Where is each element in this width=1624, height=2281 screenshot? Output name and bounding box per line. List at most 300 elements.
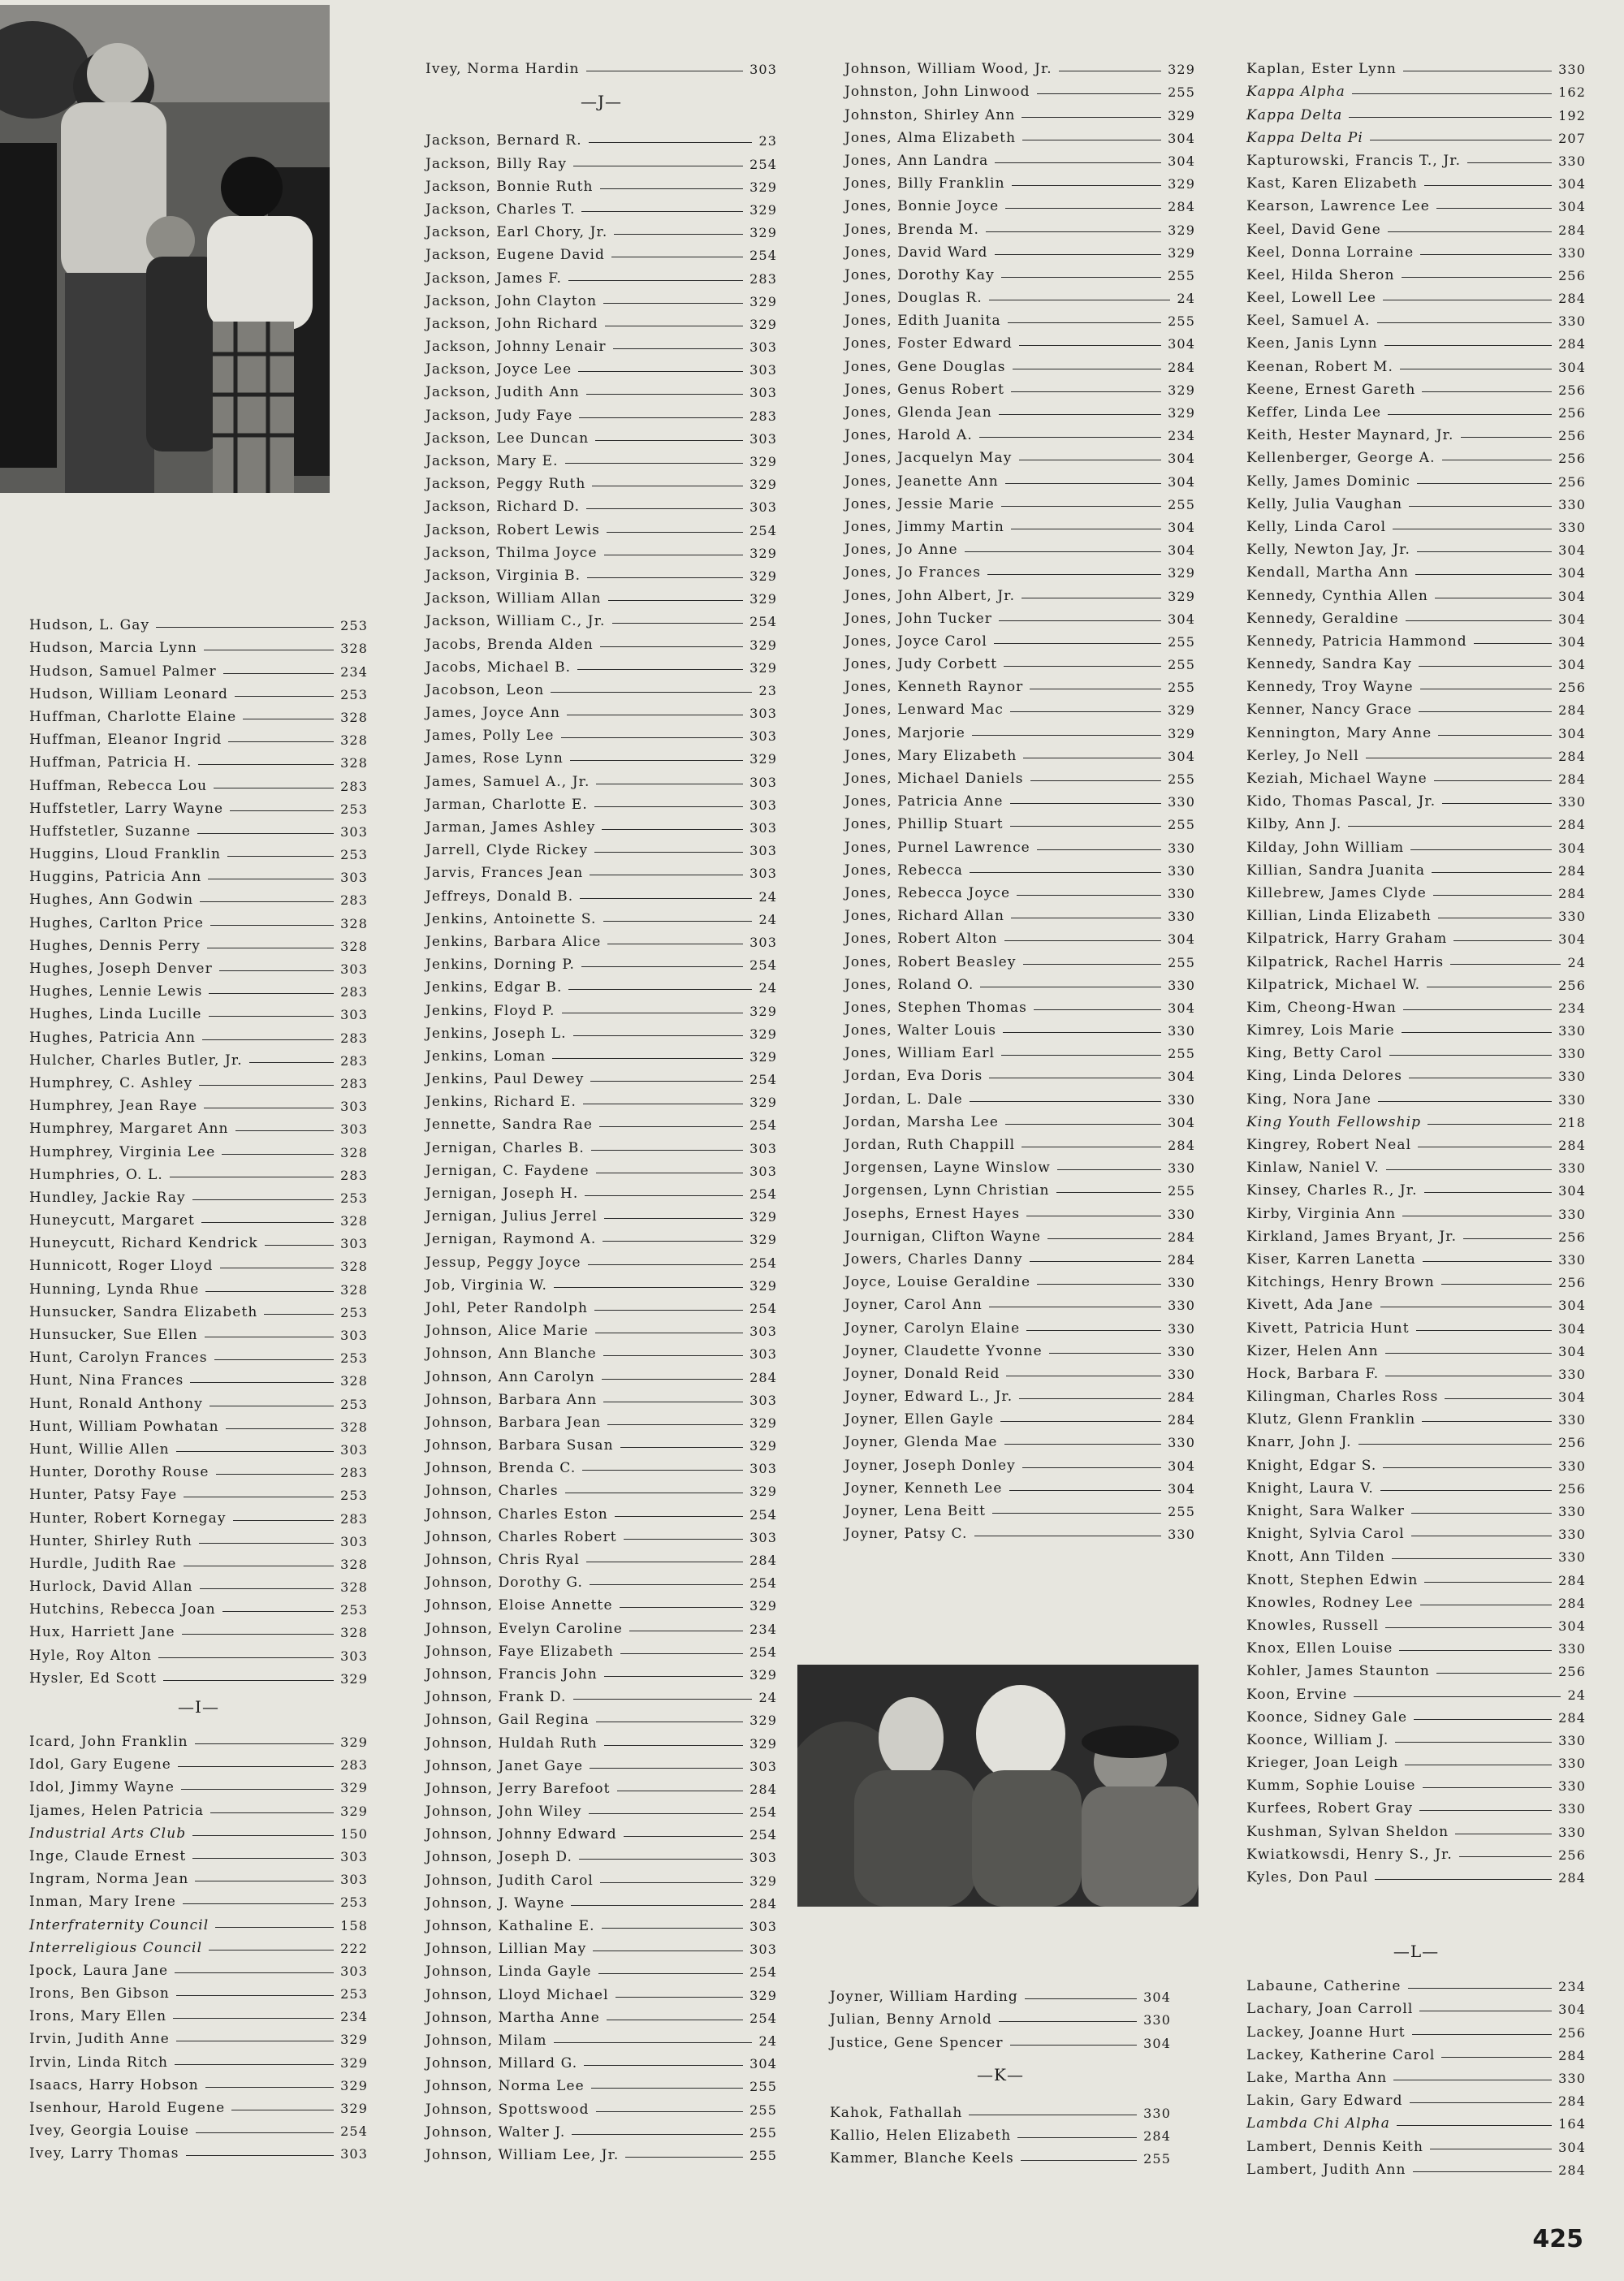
leader-line <box>620 1447 743 1448</box>
entry-page: 255 <box>749 2147 777 2163</box>
entry-page: 283 <box>340 1030 368 1046</box>
index-entry <box>1246 2086 1586 2109</box>
index-entry <box>1246 1428 1586 1450</box>
entry-page: 330 <box>1168 862 1195 879</box>
entry-page: 330 <box>1168 794 1195 810</box>
entry-name: Jones, Marjorie <box>844 724 965 741</box>
index-entry <box>425 607 777 629</box>
entry-name: Kirby, Virginia Ann <box>1246 1205 1397 1222</box>
entry-page: 304 <box>1558 2002 1586 2018</box>
entry-name: Hunt, Willie Allen <box>29 1441 170 1458</box>
entry-page: 253 <box>340 1350 368 1367</box>
entry-page: 284 <box>1168 1389 1195 1406</box>
entry-page: 329 <box>749 1232 777 1248</box>
entry-page: 304 <box>1558 657 1586 673</box>
entry-page: 283 <box>340 1465 368 1481</box>
entry-name: James, Samuel A., Jr. <box>425 773 590 790</box>
entry-page: 255 <box>1168 633 1195 650</box>
entry-page: 329 <box>1168 725 1195 741</box>
leader-line <box>603 1355 743 1356</box>
index-entry <box>844 443 1195 466</box>
index-entry <box>29 977 368 1000</box>
index-entry <box>1246 1268 1586 1290</box>
entry-name: Hunnicott, Roger Lloyd <box>29 1258 214 1275</box>
entry-name: Jackson, Eugene David <box>425 247 605 264</box>
entry-page: 253 <box>340 686 368 702</box>
index-entry <box>844 1084 1195 1107</box>
entry-page: 254 <box>749 1117 777 1134</box>
index-entry <box>844 238 1195 261</box>
index-column-3b <box>830 1982 1171 2167</box>
leader-line <box>163 1680 334 1681</box>
leader-line <box>1436 208 1552 209</box>
entry-page: 304 <box>1168 1458 1195 1474</box>
entry-page: 284 <box>749 1781 777 1797</box>
entry-page: 255 <box>1143 2151 1171 2167</box>
index-entry <box>425 1179 777 1202</box>
entry-name: Joyner, Carolyn Elaine <box>844 1320 1021 1337</box>
index-entry <box>29 931 368 954</box>
entry-page: 329 <box>1168 107 1195 123</box>
entry-page: 330 <box>1558 1091 1586 1108</box>
entry-page: 303 <box>749 1324 777 1340</box>
entry-name: Kido, Thomas Pascal, Jr. <box>1246 793 1436 810</box>
leader-line <box>598 1973 744 1974</box>
leader-line <box>199 1085 334 1086</box>
index-entry <box>1246 604 1586 627</box>
entry-name: Johnston, John Linwood <box>844 84 1030 101</box>
entry-name: Koonce, William J. <box>1246 1731 1389 1748</box>
index-entry <box>844 352 1195 374</box>
leader-line <box>1432 872 1552 873</box>
index-entry <box>830 2121 1171 2144</box>
entry-page: 329 <box>749 1209 777 1225</box>
index-column-2 <box>425 54 777 2163</box>
entry-name: Jarvis, Frances Jean <box>425 865 584 882</box>
index-entry <box>425 1980 777 2002</box>
leader-line <box>600 188 744 189</box>
index-entry <box>29 1910 368 1933</box>
entry-page: 254 <box>749 1300 777 1316</box>
entry-name: Jones, Robert Alton <box>844 931 998 948</box>
entry-page: 255 <box>1168 267 1195 283</box>
entry-page: 328 <box>340 1419 368 1435</box>
entry-page: 284 <box>749 1895 777 1912</box>
leader-line <box>1008 322 1161 323</box>
entry-page: 304 <box>1168 1480 1195 1497</box>
index-entry <box>844 970 1195 993</box>
index-entry <box>425 378 777 400</box>
entry-name: Jones, Gene Douglas <box>844 358 1006 375</box>
entry-page: 283 <box>340 1510 368 1527</box>
entry-page: 330 <box>1558 1527 1586 1543</box>
index-entry <box>1246 100 1586 123</box>
entry-name: Jenkins, Dorning P. <box>425 957 575 974</box>
entry-page: 329 <box>749 1095 777 1111</box>
entry-name: Jones, John Tucker <box>844 610 993 627</box>
leader-line <box>595 440 743 441</box>
index-entry <box>29 908 368 931</box>
index-entry <box>844 672 1195 695</box>
index-entry <box>425 584 777 607</box>
entry-page: 304 <box>1168 336 1195 352</box>
entry-page: 329 <box>749 225 777 241</box>
index-entry <box>1246 764 1586 787</box>
index-entry <box>425 1912 777 1934</box>
entry-page: 329 <box>749 1003 777 1019</box>
entry-name: Jackson, James F. <box>425 270 562 287</box>
leader-line <box>182 1634 334 1635</box>
entry-name: Irvin, Linda Ritch <box>29 2054 169 2071</box>
index-entry <box>844 856 1195 879</box>
index-entry <box>1246 238 1586 261</box>
entry-page: 329 <box>749 659 777 676</box>
leader-line <box>970 1101 1161 1102</box>
entry-name: Jones, Roland O. <box>844 976 974 993</box>
entry-page: 255 <box>1168 771 1195 787</box>
leader-line <box>222 1611 334 1612</box>
index-entry <box>1246 123 1586 146</box>
leader-line <box>198 764 334 765</box>
entry-page: 304 <box>1558 633 1586 650</box>
entry-name: Jones, Genus Robert <box>844 381 1005 398</box>
entry-name: Interfraternity Council <box>29 1916 209 1933</box>
entry-name: Hudson, Marcia Lynn <box>29 640 197 657</box>
entry-page: 283 <box>749 270 777 287</box>
entry-page: 24 <box>1567 1687 1586 1703</box>
entry-name: Hughes, Joseph Denver <box>29 961 213 977</box>
index-entry <box>1246 421 1586 443</box>
index-entry <box>1246 1474 1586 1497</box>
index-entry <box>29 1956 368 1979</box>
entry-page: 304 <box>1168 519 1195 535</box>
entry-name: Johnson, Barbara Jean <box>425 1414 602 1431</box>
entry-name: Jones, Kenneth Raynor <box>844 679 1024 696</box>
entry-page: 330 <box>1168 840 1195 856</box>
leader-line <box>1424 1192 1553 1193</box>
index-entry <box>844 535 1195 558</box>
entry-name: Jennette, Sandra Rae <box>425 1117 594 1134</box>
leader-line <box>192 1199 334 1200</box>
index-entry <box>29 656 368 679</box>
leader-line <box>1004 940 1162 941</box>
leader-line <box>554 1287 743 1288</box>
entry-name: Humphries, O. L. <box>29 1166 163 1183</box>
index-entry <box>844 1222 1195 1245</box>
index-entry <box>844 650 1195 672</box>
entry-page: 304 <box>1558 588 1586 604</box>
entry-name: Jackson, Robert Lewis <box>425 521 600 538</box>
index-entry <box>425 515 777 538</box>
index-entry <box>29 771 368 793</box>
index-entry <box>29 2139 368 2162</box>
entry-page: 254 <box>749 522 777 538</box>
entry-name: Kushman, Sylvan Sheldon <box>1246 1823 1449 1840</box>
leader-line <box>552 1058 743 1059</box>
entry-name: Ipock, Laura Jane <box>29 1962 169 1979</box>
leader-line <box>614 234 743 235</box>
entry-page: 254 <box>749 957 777 974</box>
entry-name: Hunter, Shirley Ruth <box>29 1532 192 1549</box>
leader-line <box>223 673 334 674</box>
index-entry <box>1246 329 1586 352</box>
entry-page: 304 <box>1558 931 1586 948</box>
entry-page: 330 <box>1168 977 1195 993</box>
entry-page: 328 <box>340 755 368 771</box>
index-entry <box>425 1133 777 1156</box>
leader-line <box>1442 803 1552 804</box>
index-column-3a <box>844 54 1195 1542</box>
entry-name: Jordan, Ruth Chappill <box>844 1137 1016 1153</box>
leader-line <box>197 833 334 834</box>
section-heading-l: —L— <box>1393 1942 1440 1961</box>
entry-name: Huffstetler, Larry Wayne <box>29 800 224 817</box>
index-entry <box>844 832 1195 855</box>
entry-name: Jackson, Earl Chory, Jr. <box>425 224 608 241</box>
entry-name: Joyner, Joseph Donley <box>844 1457 1016 1474</box>
index-entry <box>830 2028 1171 2050</box>
index-entry <box>1246 2109 1586 2132</box>
entry-name: Jacobson, Leon <box>425 681 545 698</box>
leader-line <box>571 1905 743 1906</box>
index-entry <box>425 561 777 584</box>
entry-name: Jackson, Charles T. <box>425 201 576 218</box>
index-entry <box>844 604 1195 627</box>
leader-line <box>1005 1124 1161 1125</box>
leader-line <box>265 1245 334 1246</box>
entry-name: Johnson, Chris Ryal <box>425 1552 580 1568</box>
entry-name: Hunt, Nina Frances <box>29 1372 184 1389</box>
leader-line <box>178 1766 334 1767</box>
entries-ivey <box>425 54 777 77</box>
leader-line <box>572 2134 743 2135</box>
entry-name: Huggins, Patricia Ann <box>29 869 202 886</box>
entry-page: 256 <box>1558 267 1586 283</box>
entry-page: 283 <box>340 1052 368 1069</box>
entry-name: Krieger, Joan Leigh <box>1246 1755 1399 1772</box>
entry-page: 284 <box>1558 885 1586 901</box>
entry-page: 303 <box>749 1942 777 1958</box>
index-entry <box>425 698 777 721</box>
entry-page: 255 <box>1168 1504 1195 1519</box>
leader-line <box>1017 2137 1137 2138</box>
entry-page: 329 <box>749 201 777 218</box>
entry-page: 329 <box>749 1713 777 1729</box>
entries-l <box>1246 1972 1586 2178</box>
entry-name: Huffman, Rebecca Lou <box>29 777 208 794</box>
entry-page: 304 <box>1558 542 1586 559</box>
entry-name: Jones, Lenward Mac <box>844 702 1004 719</box>
index-entry <box>29 1979 368 2002</box>
entry-page: 256 <box>1558 1435 1586 1451</box>
index-entry <box>29 1750 368 1773</box>
leader-line <box>196 2132 334 2133</box>
entry-page: 303 <box>340 1236 368 1252</box>
entry-name: Johnson, Francis John <box>425 1665 598 1683</box>
index-entry <box>1246 1245 1586 1268</box>
index-entry <box>29 1160 368 1183</box>
entry-name: Icard, John Franklin <box>29 1734 188 1750</box>
entry-name: Johnson, Faye Elizabeth <box>425 1643 614 1660</box>
entry-name: Jorgensen, Lynn Christian <box>844 1182 1050 1199</box>
entry-name: Jones, Edith Juanita <box>844 313 1001 330</box>
index-entry <box>1246 1542 1586 1565</box>
index-entry <box>425 332 777 355</box>
entry-page: 255 <box>749 2079 777 2095</box>
entry-page: 328 <box>340 709 368 725</box>
index-entry <box>425 1705 777 1728</box>
index-entry <box>425 676 777 698</box>
entry-page: 255 <box>1168 1046 1195 1062</box>
entry-name: Jones, David Ward <box>844 244 988 261</box>
entry-name: Lake, Martha Ann <box>1246 2069 1388 2086</box>
entry-name: Koonce, Sidney Gale <box>1246 1709 1408 1726</box>
leader-line <box>972 735 1161 736</box>
entry-page: 234 <box>1558 1979 1586 1995</box>
entry-name: Johnson, Martha Anne <box>425 2009 600 2026</box>
leader-line <box>1402 1032 1553 1033</box>
leader-line <box>1019 345 1161 346</box>
entry-name: Keel, Samuel A. <box>1246 313 1371 330</box>
index-entry <box>844 100 1195 123</box>
index-entry <box>29 1549 368 1572</box>
index-entry <box>1246 283 1586 306</box>
entry-page: 328 <box>340 1579 368 1596</box>
index-entry <box>29 1842 368 1864</box>
entry-page: 330 <box>1558 244 1586 261</box>
index-entry <box>1246 1039 1586 1061</box>
leader-line <box>999 414 1161 415</box>
index-entry <box>29 1795 368 1818</box>
entry-name: Johnson, Lloyd Michael <box>425 1986 609 2003</box>
entry-page: 304 <box>1558 565 1586 581</box>
entry-name: Hulcher, Charles Butler, Jr. <box>29 1052 243 1069</box>
leader-line <box>201 1222 334 1223</box>
index-entry <box>1246 1726 1586 1748</box>
leader-line <box>582 1470 743 1471</box>
index-entry <box>1246 1565 1586 1588</box>
entry-page: 253 <box>340 1986 368 2002</box>
entry-name: Lackey, Katherine Carol <box>1246 2046 1436 2063</box>
index-entry <box>1246 2132 1586 2154</box>
leader-line <box>209 993 334 994</box>
entry-name: Jones, Jo Anne <box>844 542 958 559</box>
entry-page: 304 <box>1558 1183 1586 1199</box>
index-entry <box>29 794 368 817</box>
leader-line <box>599 1126 743 1127</box>
entry-name: Keith, Hester Maynard, Jr. <box>1246 427 1454 444</box>
leader-line <box>992 1513 1161 1514</box>
entry-name: Jones, Billy Franklin <box>844 175 1005 192</box>
photo-students-decorating-graphic <box>0 5 330 493</box>
entry-name: Hughes, Patricia Ann <box>29 1029 197 1046</box>
index-entry <box>844 810 1195 832</box>
entry-name: Jones, Phillip Stuart <box>844 816 1004 833</box>
index-entry <box>425 1797 777 1820</box>
entry-page: 303 <box>749 774 777 790</box>
entry-name: Humphrey, C. Ashley <box>29 1074 193 1091</box>
entry-name: Jones, John Albert, Jr. <box>844 587 1016 604</box>
index-entry <box>1246 1337 1586 1359</box>
entry-name: King, Nora Jane <box>1246 1091 1372 1108</box>
leader-line <box>1423 1787 1553 1788</box>
index-entry <box>1246 901 1586 924</box>
page-number: 425 <box>1532 2225 1583 2253</box>
leader-line <box>192 1858 334 1859</box>
entry-page: 329 <box>340 1780 368 1796</box>
entry-page: 304 <box>1558 359 1586 375</box>
entry-name: Knight, Sylvia Carol <box>1246 1526 1405 1543</box>
index-entry <box>1246 718 1586 741</box>
entry-page: 303 <box>749 1529 777 1545</box>
index-entry <box>844 1108 1195 1130</box>
index-entry <box>844 490 1195 512</box>
index-entry <box>425 538 777 561</box>
entry-name: Jones, Dorothy Kay <box>844 266 995 283</box>
entry-name: Jarrell, Clyde Rickey <box>425 842 589 859</box>
entry-name: Kizer, Helen Ann <box>1246 1342 1379 1359</box>
entry-name: Ivey, Norma Hardin <box>425 61 580 78</box>
section-heading-k: —K— <box>977 2064 1024 2084</box>
leader-line <box>580 898 752 899</box>
entry-name: Kilday, John William <box>1246 839 1405 856</box>
leader-line <box>565 463 744 464</box>
entry-name: Kennedy, Troy Wayne <box>1246 679 1414 696</box>
leader-line <box>1416 1330 1553 1331</box>
index-entry <box>1246 192 1586 214</box>
index-entry <box>1246 443 1586 466</box>
entry-name: Ivey, Larry Thomas <box>29 2145 179 2162</box>
leader-line <box>1001 1055 1161 1056</box>
index-entry <box>425 1431 777 1454</box>
entry-page: 330 <box>1558 1412 1586 1428</box>
entry-name: Jernigan, Julius Jerrel <box>425 1208 598 1225</box>
leader-line <box>1410 2102 1553 2103</box>
index-entry <box>1246 1994 1586 2017</box>
index-entry <box>425 927 777 950</box>
leader-line <box>591 1150 743 1151</box>
index-entry <box>1246 352 1586 374</box>
leader-line <box>226 1428 334 1429</box>
entries-k <box>1246 54 1586 1886</box>
entry-page: 284 <box>1558 2093 1586 2110</box>
entry-name: Kilpatrick, Rachel Harris <box>1246 953 1445 970</box>
entry-name: Joyner, Lena Beitt <box>844 1503 987 1519</box>
entry-name: Hundley, Jackie Ray <box>29 1189 186 1206</box>
entry-name: Johnson, Ann Blanche <box>425 1346 597 1363</box>
index-entry <box>1246 695 1586 718</box>
index-entry <box>425 2026 777 2049</box>
entry-page: 303 <box>749 843 777 859</box>
leader-line <box>1001 277 1161 278</box>
entry-name: Johnson, Jerry Barefoot <box>425 1780 611 1797</box>
photo-crowd-in-rain-hoods <box>797 1665 1199 1907</box>
index-entry <box>425 1385 777 1408</box>
entry-page: 329 <box>749 1987 777 2003</box>
leader-line <box>579 1859 743 1860</box>
index-entry <box>844 1359 1195 1382</box>
entry-page: 329 <box>749 591 777 607</box>
index-entry <box>425 1637 777 1660</box>
entry-page: 284 <box>1168 1138 1195 1153</box>
leader-line <box>1030 1261 1162 1262</box>
index-entry <box>29 1595 368 1618</box>
entry-page: 329 <box>1168 222 1195 238</box>
index-entry <box>425 400 777 423</box>
entry-name: Joyner, Donald Reid <box>844 1365 1000 1382</box>
entry-name: Jeffreys, Donald B. <box>425 888 574 905</box>
index-entry <box>1246 146 1586 169</box>
